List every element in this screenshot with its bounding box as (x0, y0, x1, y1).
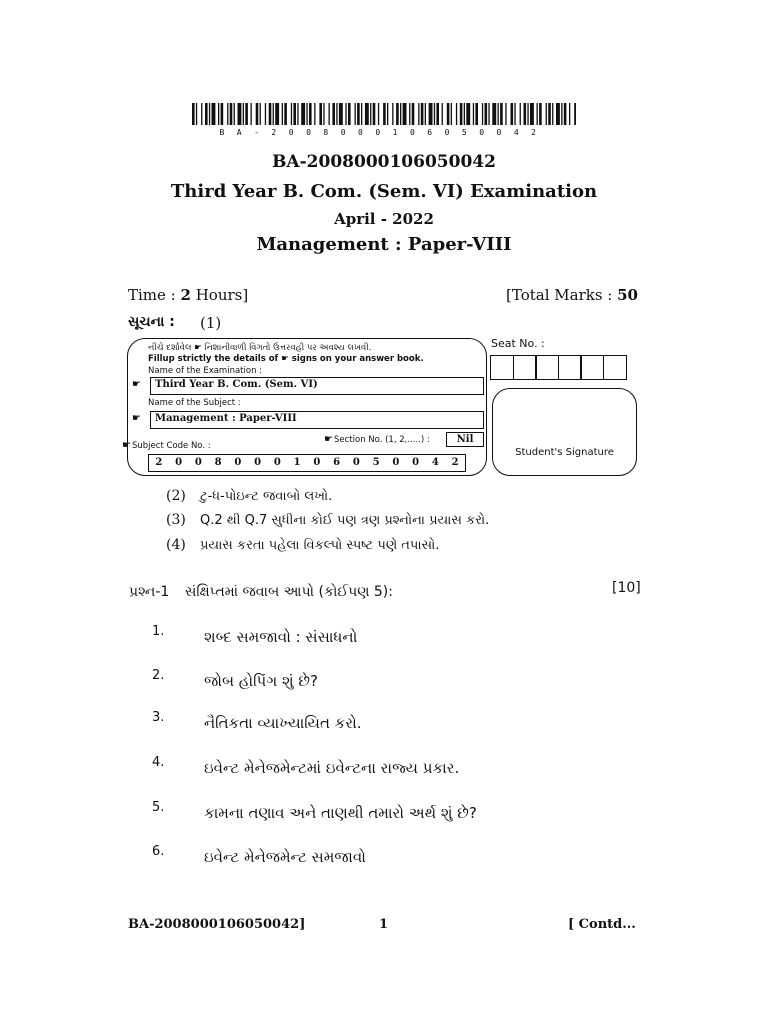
instruction-item (166, 537, 439, 553)
question-text: સંક્ષિપ્તમાં જવાબ આપો (કોઈપણ 5): (185, 584, 393, 600)
code-digit: 2 (155, 457, 163, 468)
seat-number-cell[interactable] (558, 355, 582, 380)
instruction-text: પ્રયાસ કરતા પહેલા વિકલ્પો સ્પષ્ટ પણે તપાસો. (200, 538, 440, 553)
barcode-bar (243, 103, 244, 125)
instruction-gujarati-line: નીચે દર્શાવેલ ☛ નિશાનીવાળી વિગતો ઉત્તરવહી પર અવશ્ય લખવી. (148, 343, 372, 353)
question-item-text: શબ્દ સમજાવો : સંસાધનો (204, 628, 358, 646)
barcode-bar (520, 103, 521, 125)
barcode-bar (505, 103, 506, 125)
barcode-bar (460, 103, 463, 125)
instruction-number: (4) (166, 537, 186, 553)
barcode-bar (500, 103, 503, 125)
question-item-number: 4. (152, 755, 165, 770)
barcode-bar (569, 103, 570, 125)
pointing-hand-icon: ☛ (324, 434, 333, 445)
code-digit: 0 (352, 457, 360, 468)
instructions-heading: સૂચના : (128, 314, 175, 330)
barcode-bar (201, 103, 202, 125)
document-code: BA-2008000106050042 (272, 152, 496, 172)
barcode (192, 103, 576, 137)
question-item-number: 6. (152, 844, 165, 859)
barcode-bar (412, 103, 415, 125)
pointing-hand-icon: ☛ (132, 379, 141, 390)
barcode-bar (245, 103, 248, 125)
section-number-value: Nil (446, 432, 484, 447)
barcode-bar (260, 103, 261, 125)
barcode-bar (488, 103, 489, 125)
barcode-bar (256, 103, 259, 125)
section-number-label: Section No. (1, 2,.....) : (334, 435, 430, 445)
barcode-bar (196, 103, 197, 125)
seat-number-cell[interactable] (580, 355, 604, 380)
seat-number-cell[interactable] (513, 355, 537, 380)
code-digit: 0 (175, 457, 183, 468)
barcode-bar (392, 103, 393, 125)
subject-code-label: Subject Code No. : (132, 441, 211, 451)
seat-number-cell[interactable] (490, 355, 514, 380)
code-digit: 2 (451, 457, 459, 468)
instruction-text: ટુ-ધ-પોઇન્ટ જવાબો લખો. (200, 489, 333, 504)
barcode-bar (451, 103, 452, 125)
barcode-bar (306, 103, 307, 125)
barcode-bar (348, 103, 351, 125)
question-item-number: 5. (152, 800, 165, 815)
barcode-bar (456, 103, 457, 125)
barcode-bar (209, 103, 210, 125)
seat-number-cell[interactable] (603, 355, 627, 380)
barcode-bar (425, 103, 426, 125)
barcode-bar (524, 103, 527, 125)
barcode-bar (230, 103, 233, 125)
question-label: પ્રશ્ન-1 (129, 584, 170, 600)
barcode-text: BA-2008000106050042 (219, 128, 549, 137)
instruction-item (166, 488, 332, 504)
barcode-bar (265, 103, 266, 125)
code-digit: 6 (333, 457, 341, 468)
code-digit: 0 (234, 457, 242, 468)
code-digit: 0 (392, 457, 400, 468)
code-digit: 0 (412, 457, 420, 468)
barcode-bar (400, 103, 401, 125)
question-item-text: ઇવેન્ટ મેનેજમેન્ટમાં ઇવેન્ટના રાજ્ય પ્રકાર. (204, 759, 460, 777)
footer-document-code: BA-2008000106050042] (128, 917, 306, 932)
instruction-number: (3) (166, 512, 186, 528)
code-digit: 0 (313, 457, 321, 468)
subject-code-field (148, 454, 466, 472)
code-digit: 1 (293, 457, 301, 468)
barcode-bar (273, 103, 274, 125)
barcode-bar (564, 103, 567, 125)
barcode-bar (251, 103, 252, 125)
barcode-bar (336, 103, 337, 125)
barcode-bar (552, 103, 553, 125)
question-item-number: 2. (152, 668, 165, 683)
exam-name-field (150, 377, 484, 395)
barcode-bar (464, 103, 465, 125)
exam-name-label: Name of the Examination : (148, 366, 263, 376)
barcode-bar (373, 103, 376, 125)
pointing-hand-icon: ☛ (132, 413, 141, 424)
barcode-bar (355, 103, 356, 125)
paper-title: Management : Paper-VIII (256, 234, 512, 255)
barcode-bar (378, 103, 379, 125)
student-signature-box[interactable] (492, 388, 637, 476)
code-digit: 0 (194, 457, 202, 468)
question-item-number: 1. (152, 624, 165, 639)
page-number: 1 (379, 917, 389, 932)
instruction-number: (2) (166, 488, 186, 504)
barcode-bar (323, 103, 324, 125)
barcode-bar (238, 103, 242, 125)
subject-name-label: Name of the Subject : (148, 398, 241, 408)
barcode-bar (212, 103, 216, 125)
barcode-bar (387, 103, 388, 125)
barcode-bar (365, 103, 369, 125)
question-marks: [10] (612, 580, 641, 596)
barcode-bar (561, 103, 562, 125)
barcode-bar (485, 103, 488, 125)
barcode-bar (527, 103, 528, 125)
barcode-bar (421, 103, 424, 125)
barcode-bar (275, 103, 279, 125)
barcode-bar (409, 103, 410, 125)
instruction-number-1: (1) (200, 314, 222, 332)
barcode-bar (383, 103, 386, 125)
barcode-bar (539, 103, 542, 125)
barcode-bar (429, 103, 433, 125)
question-item-text: ઇવેન્ટ મેનેજમેન્ટ સમજાવો (204, 848, 366, 866)
instruction-english-line: Fillup strictly the details of ☛ signs on your answer book. (148, 354, 424, 364)
barcode-bar (284, 103, 287, 125)
subject-name-field (150, 411, 484, 429)
instruction-text: Q.2 થી Q.7 સુધીના કોઈ પણ ત્રણ પ્રશ્નોના પ્રયાસ કરો. (200, 513, 490, 528)
barcode-bar (396, 103, 399, 125)
barcode-bar (293, 103, 296, 125)
barcode-bar (475, 103, 478, 125)
barcode-bar (418, 103, 419, 125)
barcode-bar (332, 103, 335, 125)
barcode-bar (442, 103, 443, 125)
barcode-bar (192, 103, 195, 125)
barcode-bar (345, 103, 346, 125)
barcode-bar (530, 103, 534, 125)
barcode-bar (482, 103, 483, 125)
barcode-bar (546, 103, 547, 125)
seat-number-cell[interactable] (535, 355, 559, 380)
barcode-bar (361, 103, 362, 125)
barcode-bar (291, 103, 292, 125)
barcode-bar (234, 103, 235, 125)
barcode-bar (492, 103, 496, 125)
barcode-bar (556, 103, 560, 125)
code-digit: 5 (372, 457, 380, 468)
code-digit: 0 (273, 457, 281, 468)
exam-name-value: Third Year B. Com. (Sem. VI) (155, 379, 318, 390)
barcode-bar (447, 103, 450, 125)
exam-date: April - 2022 (334, 210, 434, 228)
student-signature-label: Student's Signature (515, 447, 614, 458)
instruction-item (166, 512, 489, 528)
barcode-bar (221, 103, 224, 125)
seat-number-label: Seat No. : (491, 337, 545, 350)
barcode-bar (319, 103, 322, 125)
barcode-bar (466, 103, 470, 125)
barcode-bar (357, 103, 360, 125)
pointing-hand-icon: ☛ (122, 440, 131, 451)
answer-book-details-box (122, 338, 487, 476)
exam-title: Third Year B. Com. (Sem. VI) Examination (170, 181, 598, 202)
question-item-number: 3. (152, 710, 165, 725)
barcode-bar (205, 103, 208, 125)
code-digit: 8 (214, 457, 222, 468)
barcode-bar (309, 103, 312, 125)
barcode-bar (282, 103, 283, 125)
barcode-bar (370, 103, 371, 125)
barcode-bar (339, 103, 343, 125)
barcode-bar (511, 103, 514, 125)
barcode-bar (297, 103, 298, 125)
barcode-bar (218, 103, 219, 125)
code-digit: 4 (431, 457, 439, 468)
time-info: Time : 2 Hours] (128, 286, 249, 304)
question-item-text: કામના તણાવ અને તાણથી તમારો અર્થ શું છે? (204, 804, 477, 822)
barcode-bar (498, 103, 499, 125)
code-digit: 0 (254, 457, 262, 468)
total-marks: [Total Marks : 50 (506, 286, 638, 304)
barcode-bar (314, 103, 315, 125)
barcode-bar (301, 103, 305, 125)
barcode-bar (434, 103, 435, 125)
question-item-text: નૈતિકતા વ્યાખ્યાયિત કરો. (204, 714, 362, 732)
barcode-bar (473, 103, 474, 125)
subject-name-value: Management : Paper-VIII (155, 413, 297, 424)
barcode-bar (548, 103, 551, 125)
seat-number-grid[interactable] (490, 355, 626, 380)
barcode-bar (227, 103, 228, 125)
barcode-bar (537, 103, 538, 125)
barcode-bar (329, 103, 330, 125)
continued-label: [ Contd... (568, 917, 636, 932)
barcode-bar (269, 103, 272, 125)
barcode-bar (574, 103, 576, 125)
barcode-bar (514, 103, 515, 125)
question-item-text: જોબ હોપિંગ શું છે? (204, 672, 318, 690)
barcode-bar (436, 103, 439, 125)
barcode-bar (403, 103, 407, 125)
